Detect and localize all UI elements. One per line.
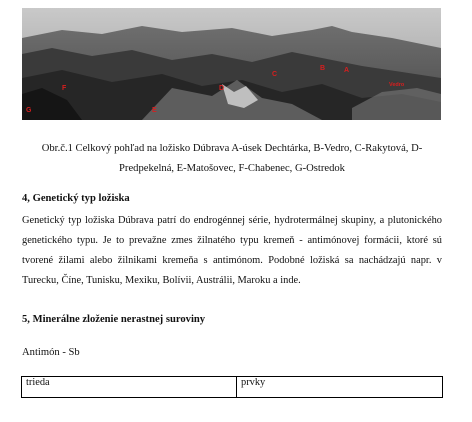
photo-label-e: E bbox=[152, 107, 157, 114]
photo-label-b: B bbox=[320, 65, 326, 72]
photo-label-a: A bbox=[344, 67, 350, 74]
table-header-elements: prvky bbox=[237, 377, 443, 398]
photo-label-vedro: Vedro bbox=[389, 82, 405, 88]
figure-caption: Obr.č.1 Celkový pohľad na ložisko Dúbrava A-úsek Dechtárka, B-Vedro, C-Rakytová, D-Predpekelná, E-Matošovec, F-Chabenec, G-Ostredok bbox=[41, 143, 423, 174]
photo-label-c: C bbox=[272, 71, 278, 78]
mineral-table bbox=[21, 376, 443, 398]
photo-label-f: F bbox=[62, 85, 67, 92]
photo-label-d: D bbox=[219, 85, 225, 92]
table-row bbox=[22, 377, 443, 398]
landscape-photo bbox=[22, 8, 441, 120]
section-4-body: Genetický typ ložiska Dúbrava patrí do endrogénnej série, hydrotermálnej skupiny, a plutonického genetického typu. Je to prevažne zmes žilnatého typu kremeň - antimónovej formácii, ktoré sú tvorené žilami alebo žilnikami kremeňa s antimónom. Podobné ložiská sa nachádzajú napr. v Turecku, Číne, Tunisku, Mexiku, Bolívii, Austrálii, Maroku a inde. bbox=[22, 215, 442, 286]
table-header-class: trieda bbox=[22, 377, 237, 398]
photo-label-g: G bbox=[26, 107, 32, 114]
section-5-heading: 5, Minerálne zloženie nerastnej suroviny bbox=[22, 314, 206, 325]
mineral-label: Antimón - Sb bbox=[22, 347, 80, 358]
section-4-heading: 4, Genetický typ ložiska bbox=[22, 193, 130, 204]
